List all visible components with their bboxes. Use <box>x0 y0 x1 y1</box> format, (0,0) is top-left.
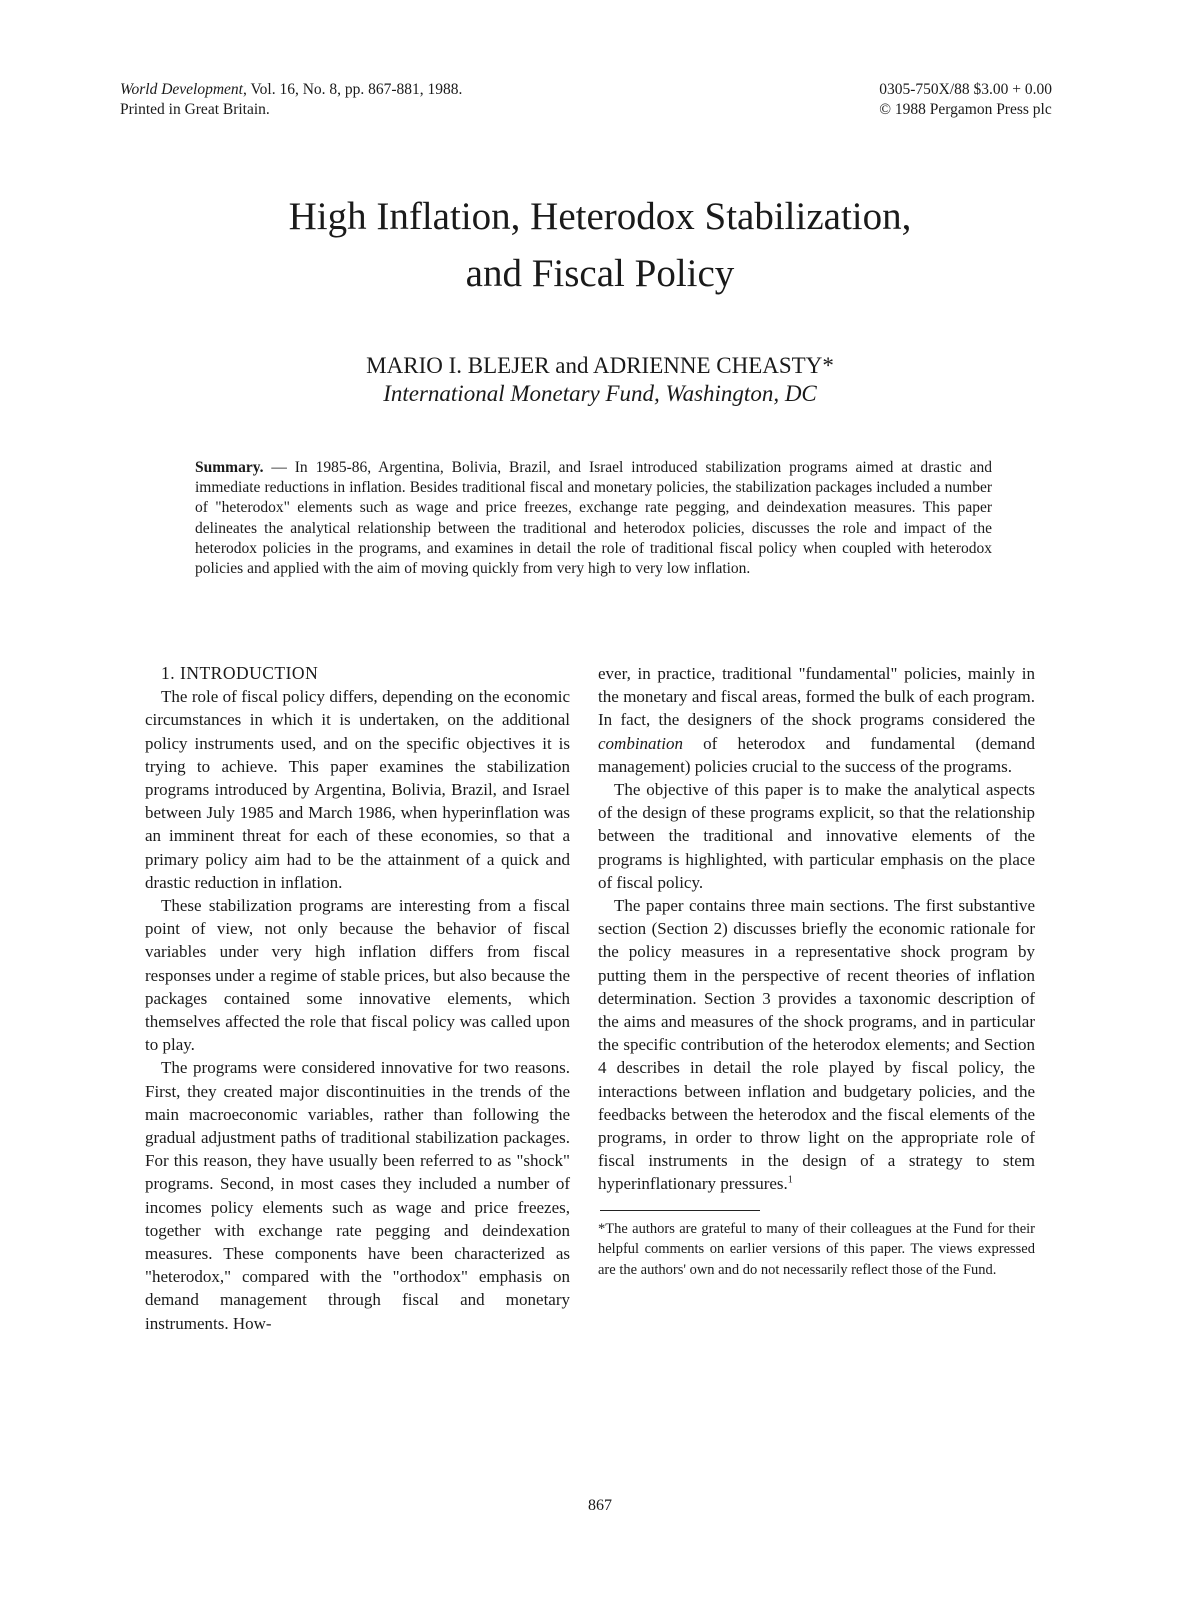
affiliation: International Monetary Fund, Washington, DC <box>383 381 817 406</box>
authors: MARIO I. BLEJER and ADRIENNE CHEASTY* <box>366 353 834 378</box>
publisher-info <box>879 80 1052 120</box>
footnote: *The authors are grateful to many of their colleagues at the Fund for their helpful comments on earlier versions of this paper. The views expressed are the authors' own and do not necessarily reflect those of the Fund. <box>598 1220 1035 1278</box>
journal-name: World Development <box>120 81 243 98</box>
copyright: © 1988 Pergamon Press plc <box>879 101 1052 118</box>
emphasis: combination <box>598 733 683 753</box>
issn-price: 0305-750X/88 $3.00 + 0.00 <box>879 81 1052 98</box>
abstract <box>195 458 992 579</box>
abstract-label: Summary. <box>195 459 264 476</box>
left-column <box>145 662 570 1335</box>
paper-title <box>0 188 1200 302</box>
title-line-1: High Inflation, Heterodox Stabilization, <box>288 195 912 238</box>
printed-location: Printed in Great Britain. <box>120 101 270 118</box>
citation-details: , Vol. 16, No. 8, pp. 867-881, 1988. <box>242 81 463 98</box>
right-column <box>598 662 1035 1280</box>
paragraph: The paper contains three main sections. The first substantive section (Section 2) discusses briefly the economic rationale for the policy measures in a representative shock program by putting them in the perspective of recent theories of inflation determination. Section 3 provides a taxonomic description of the aims and measures of the shock programs, and in particular the specific contribution of the heterodox elements; and Section 4 describes in detail the role played by fiscal policy, the interactions between inflation and budgetary policies, and the feedbacks between the heterodox and the fiscal elements of the programs, in order to throw light on the appropriate role of fiscal instruments in the design of a strategy to stem hyperinflationary pressures.$^1$ <box>598 896 1035 1194</box>
paragraph-continuation: ever, in practice, traditional "fundamental" policies, mainly in the monetary and fiscal areas, formed the bulk of each program. In fact, the designers of the shock programs considered the combination of heterodox and fundamental (demand management) policies crucial to the success of the programs. <box>598 664 1035 776</box>
paragraph: The programs were considered innovative for two reasons. First, they created major discontinuities in the trends of the main macroeconomic variables, rather than following the gradual adjustment paths of traditional stabilization packages. For this reason, they have usually been referred to as "shock" programs. Second, in most cases they included a number of incomes policy elements such as wage and price freezes, together with exchange rate pegging and deindexation measures. These components have been characterized as "heterodox," compared with the "orthodox" emphasis on demand management through fiscal and monetary instruments. How- <box>145 1058 570 1333</box>
footnote-marker: 1 <box>787 1174 793 1186</box>
section-heading: 1. INTRODUCTION <box>161 663 319 683</box>
paragraph: These stabilization programs are interesting from a fiscal point of view, not only because the behavior of fiscal variables under very high inflation differs from fiscal responses under a regime of stable prices, but also because the packages contained some innovative elements, which themselves affected the role that fiscal policy was called upon to play. <box>145 896 570 1055</box>
journal-citation <box>120 80 462 120</box>
paragraph: The objective of this paper is to make the analytical aspects of the design of these programs explicit, so that the relationship between the traditional and innovative elements of the programs is highlighted, with particular emphasis on the place of fiscal policy. <box>598 780 1035 892</box>
paragraph: The role of fiscal policy differs, depending on the economic circumstances in which it is undertaken, on the additional policy instruments used, and on the specific objectives it is trying to achieve. This paper examines the stabilization programs introduced by Argentina, Bolivia, Brazil, and Israel between July 1985 and March 1986, when hyperinflation was an imminent threat for each of these economies, so that a primary policy aim had to be the attainment of a quick and drastic reduction in inflation. <box>145 687 570 892</box>
footnote-divider <box>600 1210 760 1211</box>
page-number: 867 <box>588 1497 612 1514</box>
title-line-2: and Fiscal Policy <box>465 252 735 295</box>
abstract-text: — In 1985-86, Argentina, Bolivia, Brazil, and Israel introduced stabilization programs aimed at drastic and immediate reductions in inflation. Besides traditional fiscal and monetary policies, the stabilization packages included a number of "heterodox" elements such as wage and price freezes, exchange rate pegging, and deindexation measures. This paper delineates the analytical relationship between the traditional and heterodox policies, discusses the role and impact of the heterodox policies in the programs, and examines in detail the role of traditional fiscal policy when coupled with heterodox policies and applied with the aim of moving quickly from very high to very low inflation. <box>195 459 992 578</box>
